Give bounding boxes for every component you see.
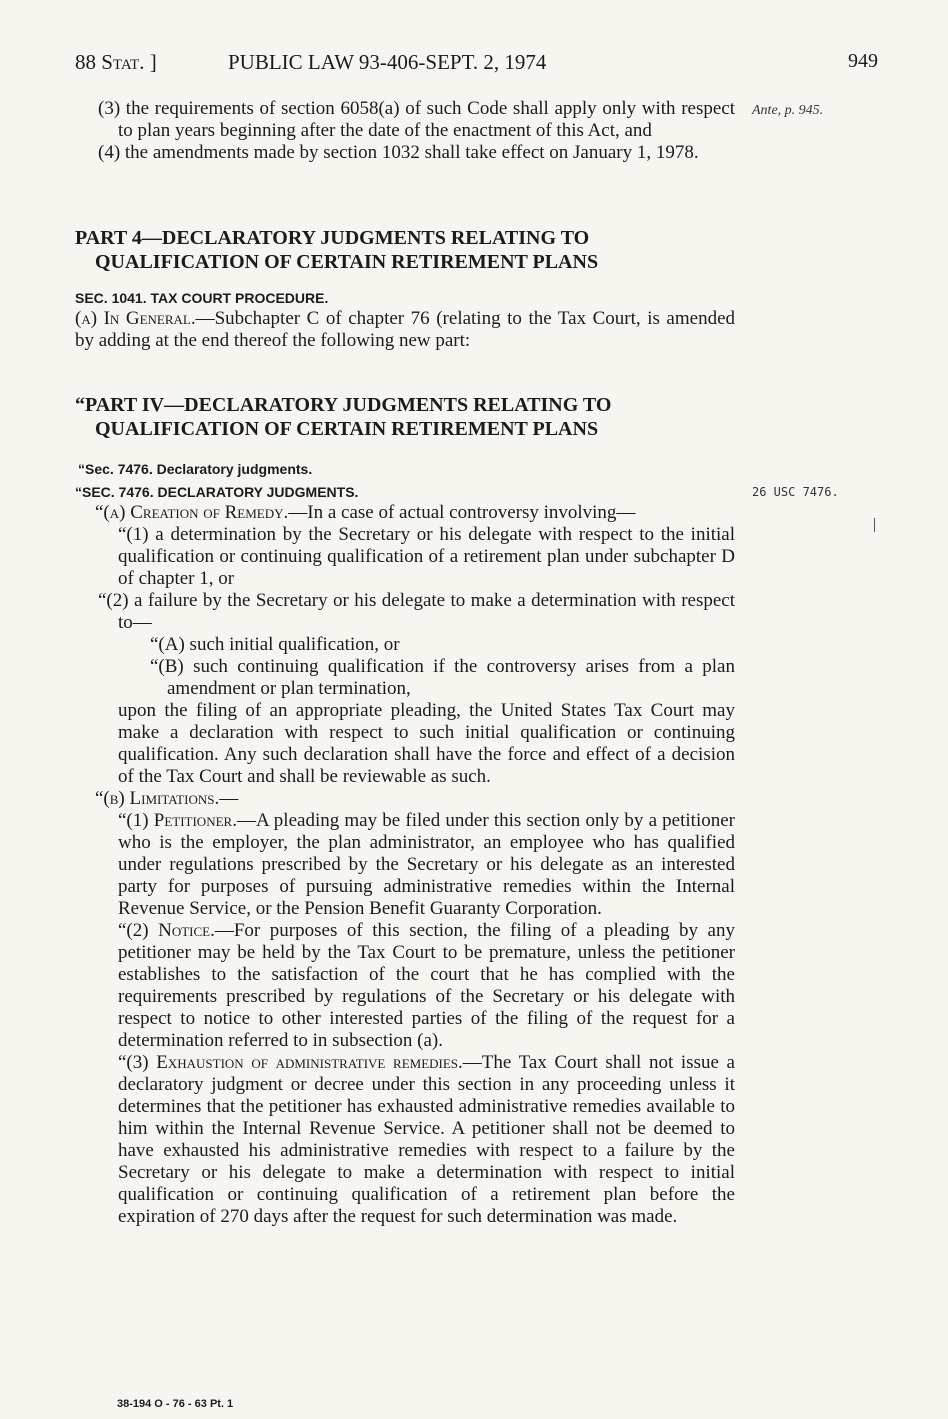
subsection-a-label: (a) In General. bbox=[75, 308, 196, 329]
creation-of-remedy bbox=[75, 502, 735, 1228]
sec-1041-heading: SEC. 1041. TAX COURT PROCEDURE. bbox=[75, 290, 329, 306]
notice-text: —For purposes of this section, the filing of a pleading by any petitioner may be held by the Tax Court to be premature, unless the petitioner establishes to the satisfaction of the court that he has complied with the requirements prescribed by regulations of the Secretary or his delegate with respect to notice to other interested parties of the filing of the request for a determination referred to in subsection (a). bbox=[118, 920, 735, 1051]
part-iv-heading: “PART IV—DECLARATORY JUDGMENTS RELATING TO QUALIFICATION OF CERTAIN RETIREMENT PLANS bbox=[75, 394, 612, 440]
item-3: (3) the requirements of section 6058(a) of such Code shall apply only with respect to plan years beginning after the date of the enactment of this Act, and bbox=[98, 98, 735, 141]
exhaustion-text: —The Tax Court shall not issue a declaratory judgment or decree under this section in any proceeding unless it determines that the petitioner has exhausted administrative remedies available to him within the Internal Revenue Service. A petitioner shall not be deemed to have exhausted his administrative remedies with respect to a failure by the Secretary or his delegate to make a determination with respect to initial qualification or continuing qualification of a retirement plan before the expiration of 270 days after the request for such determination was made. bbox=[118, 1052, 735, 1227]
clause-2: “(2) a failure by the Secretary or his delegate to make a determination with respect to— bbox=[98, 590, 735, 633]
petitioner-text: —A pleading may be filed under this section only by a petitioner who is the employer, the plan administrator, an employee who has qualified under regulations prescribed by the Secretary or his delegate as an interested party for purposes of pursuing administrative remedies within the Internal Revenue Service, or the Pension Benefit Guaranty Corporation. bbox=[118, 810, 735, 919]
clause-1: “(1) a determination by the Secretary or his delegate with respect to the initial qualification or continuing qualification of a retirement plan under subchapter D of chapter 1, or bbox=[118, 524, 735, 589]
exhaustion-label: “(3) Exhaustion of administrative remedies. bbox=[118, 1052, 463, 1073]
limitations-heading: “(b) Limitations.— bbox=[95, 788, 239, 809]
running-title: PUBLIC LAW 93-406-SEPT. 2, 1974 bbox=[228, 50, 547, 74]
creation-text: —In a case of actual controversy involving— bbox=[288, 502, 636, 523]
subsection-a bbox=[75, 308, 735, 352]
margin-tick bbox=[874, 518, 875, 532]
margin-note-ante: Ante, p. 945. bbox=[752, 103, 824, 118]
clause-tail: upon the filing of an appropriate pleading, the United States Tax Court may make a declaration with respect to such initial qualification or continuing qualification. Any such declaration shall have the force and effect of a decision of the Tax Court and shall be reviewable as such. bbox=[118, 700, 735, 787]
section-end-block bbox=[75, 98, 735, 164]
part-4-heading: PART 4—DECLARATORY JUDGMENTS RELATING TO QUALIFICATION OF CERTAIN RETIREMENT PLANS bbox=[75, 227, 599, 273]
subsection-a-text: —Subchapter C of chapter 76 (relating to the Tax Court, is amended by adding at the end thereof the following new part: bbox=[75, 308, 736, 351]
petitioner-label: “(1) Petitioner. bbox=[118, 810, 237, 831]
printer-footer: 38-194 O - 76 - 63 Pt. 1 bbox=[117, 1398, 234, 1410]
item-4: (4) the amendments made by section 1032 shall take effect on January 1, 1978. bbox=[98, 142, 699, 163]
notice-label: “(2) Notice. bbox=[118, 920, 215, 941]
margin-note-usc: 26 USC 7476. bbox=[752, 485, 839, 499]
sec-7476-heading: “SEC. 7476. DECLARATORY JUDGMENTS. bbox=[75, 484, 359, 500]
clause-B: “(B) such continuing qualification if the controversy arises from a plan amendment or plan termination, bbox=[150, 656, 735, 699]
statute-reference: 88 Stat. ] bbox=[75, 50, 157, 74]
creation-label: “(a) Creation of Remedy. bbox=[95, 502, 289, 523]
toc-line: “Sec. 7476. Declaratory judgments. bbox=[78, 461, 313, 477]
page-header bbox=[75, 50, 878, 80]
clause-A: “(A) such initial qualification, or bbox=[150, 634, 400, 655]
page-number: 949 bbox=[848, 50, 878, 72]
